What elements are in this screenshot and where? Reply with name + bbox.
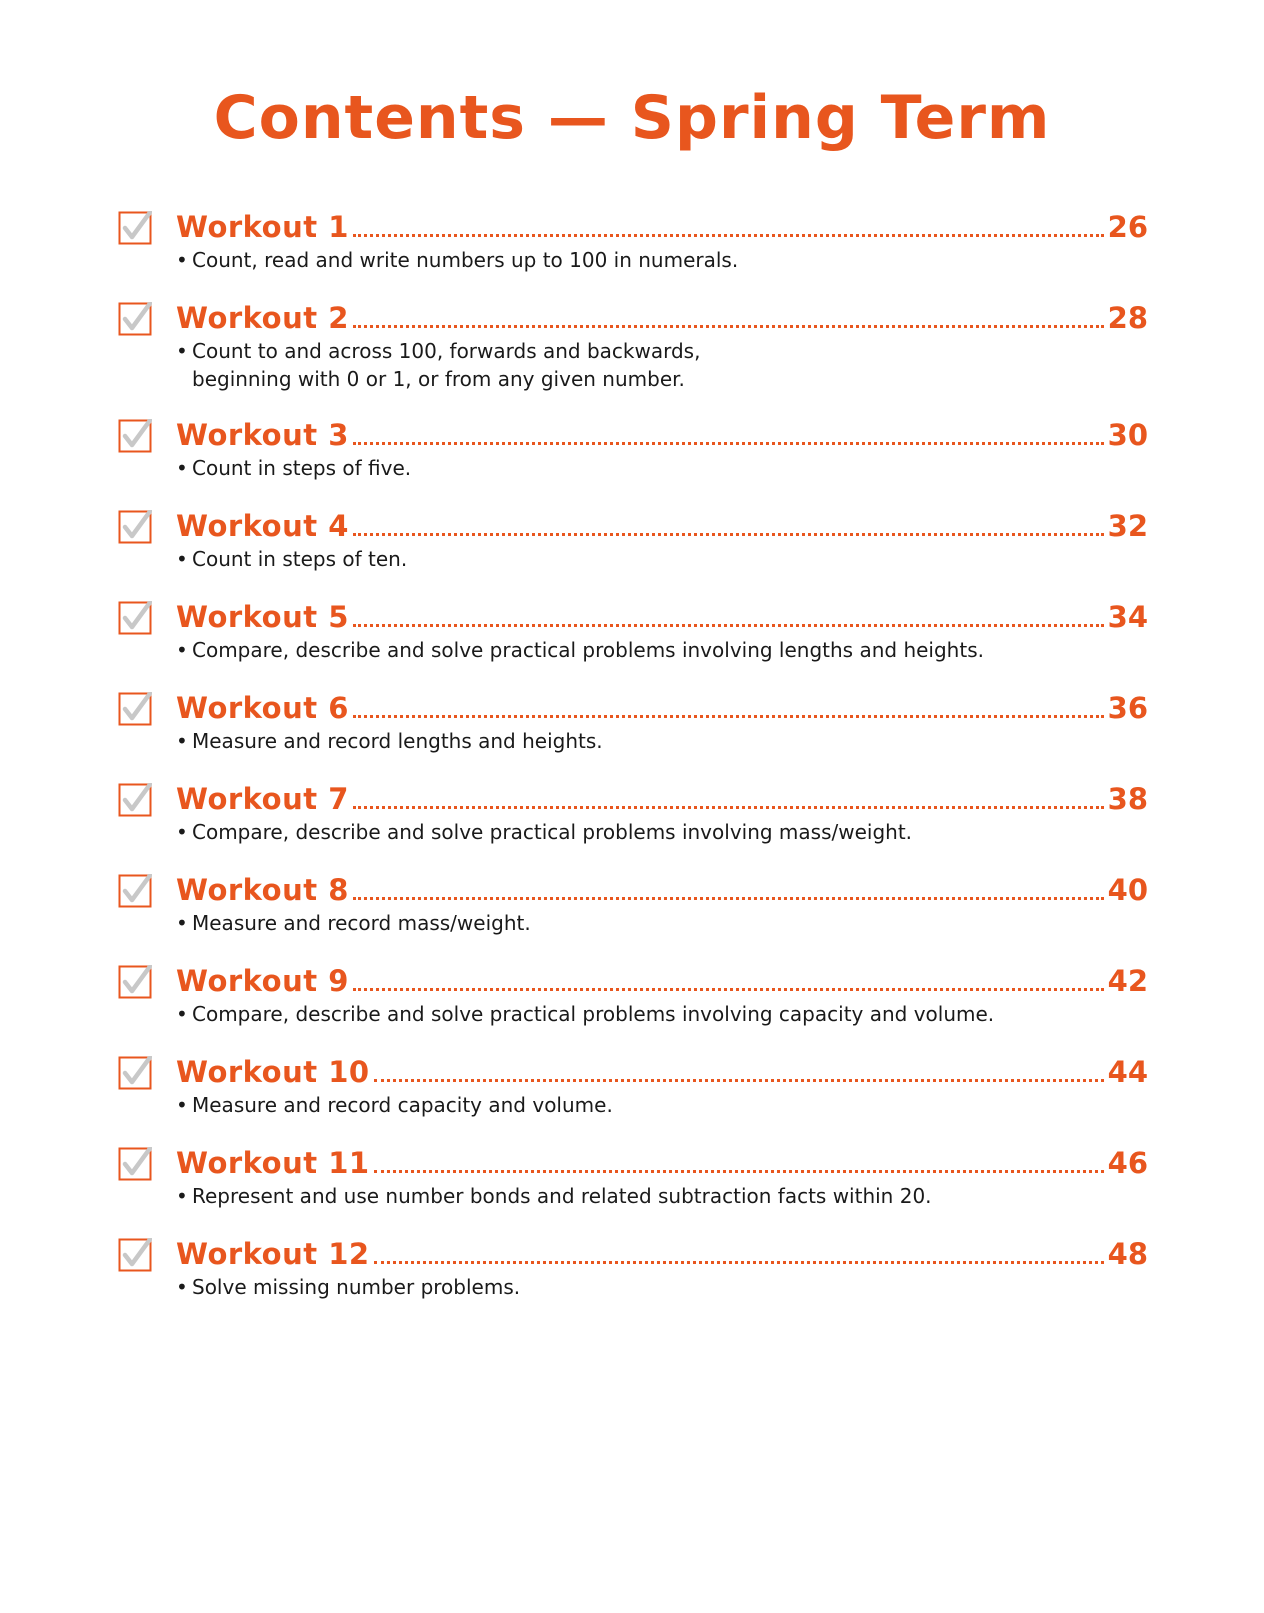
objective-item <box>176 636 984 664</box>
page-number[interactable]: 40 <box>1107 873 1148 907</box>
objective-item <box>176 818 912 846</box>
bullet-icon: • <box>176 1002 188 1026</box>
objective-item <box>176 909 531 937</box>
checkbox-tick-icon[interactable] <box>118 874 152 908</box>
objective-text: Solve missing number problems. <box>192 1275 521 1299</box>
dot-leader <box>353 897 1104 900</box>
page-number[interactable]: 42 <box>1107 964 1148 998</box>
checkbox-tick-icon[interactable] <box>118 1147 152 1181</box>
objective-text: Count, read and write numbers up to 100 in numerals. <box>192 248 739 272</box>
workout-title[interactable]: Workout 4 <box>176 509 349 543</box>
toc-entry-workout-9[interactable] <box>118 957 1148 1048</box>
toc-entry-workout-8[interactable] <box>118 866 1148 957</box>
toc-heading-row <box>176 775 1148 819</box>
page-number[interactable]: 44 <box>1107 1055 1148 1089</box>
page-number[interactable]: 48 <box>1107 1237 1148 1271</box>
dot-leader <box>353 325 1104 328</box>
objective-item <box>176 1091 613 1119</box>
dot-leader <box>353 533 1104 536</box>
dot-leader <box>353 988 1104 991</box>
workout-title[interactable]: Workout 6 <box>176 691 349 725</box>
objective-item <box>176 1000 994 1028</box>
workout-title[interactable]: Workout 11 <box>176 1146 370 1180</box>
toc-heading-row <box>176 1139 1148 1183</box>
bullet-icon: • <box>176 638 188 662</box>
page-number[interactable]: 28 <box>1107 301 1148 335</box>
bullet-icon: • <box>176 729 188 753</box>
objective-item <box>176 727 603 755</box>
objective-item <box>176 246 738 274</box>
toc-heading-row <box>176 502 1148 546</box>
toc-heading-row <box>176 866 1148 910</box>
dot-leader <box>353 442 1104 445</box>
toc-heading-row <box>176 1230 1148 1274</box>
checkbox-tick-icon[interactable] <box>118 211 152 245</box>
objective-text: Measure and record lengths and heights. <box>192 729 603 753</box>
bullet-icon: • <box>176 911 188 935</box>
toc-heading-row <box>176 684 1148 728</box>
dot-leader <box>353 715 1104 718</box>
objective-text: Measure and record mass/weight. <box>192 911 531 935</box>
bullet-icon: • <box>176 1093 188 1117</box>
workout-title[interactable]: Workout 5 <box>176 600 349 634</box>
bullet-icon: • <box>176 547 188 571</box>
dot-leader <box>353 806 1104 809</box>
page-number[interactable]: 36 <box>1107 691 1148 725</box>
workout-title[interactable]: Workout 12 <box>176 1237 370 1271</box>
objective-item <box>176 545 407 573</box>
toc-entry-workout-12[interactable] <box>118 1230 1148 1321</box>
checkbox-tick-icon[interactable] <box>118 783 152 817</box>
page-number[interactable]: 30 <box>1107 418 1148 452</box>
bullet-icon: • <box>176 248 188 272</box>
bullet-icon: • <box>176 1275 188 1299</box>
objective-text: Count in steps of ten. <box>192 547 408 571</box>
objective-text: Measure and record capacity and volume. <box>192 1093 613 1117</box>
objective-item <box>176 454 411 482</box>
dot-leader <box>353 234 1104 237</box>
workout-title[interactable]: Workout 3 <box>176 418 349 452</box>
toc-entry-workout-1[interactable] <box>118 203 1148 294</box>
objective-text: Count to and across 100, forwards and backwards, beginning with 0 or 1, or from any given number. <box>192 339 701 391</box>
page-number[interactable]: 32 <box>1107 509 1148 543</box>
page-number[interactable]: 34 <box>1107 600 1148 634</box>
toc-entry-workout-3[interactable] <box>118 411 1148 502</box>
dot-leader <box>353 624 1104 627</box>
dot-leader <box>374 1261 1104 1264</box>
workout-title[interactable]: Workout 2 <box>176 301 349 335</box>
toc-entry-workout-10[interactable] <box>118 1048 1148 1139</box>
checkbox-tick-icon[interactable] <box>118 965 152 999</box>
toc-heading-row <box>176 1048 1148 1092</box>
checkbox-tick-icon[interactable] <box>118 419 152 453</box>
objective-text: Represent and use number bonds and related subtraction facts within 20. <box>192 1184 932 1208</box>
objective-item <box>176 1273 520 1301</box>
objective-text: Compare, describe and solve practical problems involving lengths and heights. <box>192 638 984 662</box>
dot-leader <box>374 1079 1104 1082</box>
workout-title[interactable]: Workout 1 <box>176 210 349 244</box>
toc-entry-workout-11[interactable] <box>118 1139 1148 1230</box>
toc-entry-workout-2[interactable] <box>118 294 1148 411</box>
workout-title[interactable]: Workout 9 <box>176 964 349 998</box>
bullet-icon: • <box>176 820 188 844</box>
bullet-icon: • <box>176 1184 188 1208</box>
toc-heading-row <box>176 294 1148 338</box>
toc-heading-row <box>176 411 1148 455</box>
workout-title[interactable]: Workout 10 <box>176 1055 370 1089</box>
table-of-contents <box>118 203 1148 1321</box>
toc-entry-workout-4[interactable] <box>118 502 1148 593</box>
objective-item <box>176 1182 932 1210</box>
workout-title[interactable]: Workout 7 <box>176 782 349 816</box>
objective-text: Compare, describe and solve practical problems involving capacity and volume. <box>192 1002 995 1026</box>
toc-heading-row <box>176 203 1148 247</box>
checkbox-tick-icon[interactable] <box>118 601 152 635</box>
dot-leader <box>374 1170 1104 1173</box>
toc-entry-workout-5[interactable] <box>118 593 1148 684</box>
checkbox-tick-icon[interactable] <box>118 1238 152 1272</box>
checkbox-tick-icon[interactable] <box>118 302 152 336</box>
checkbox-tick-icon[interactable] <box>118 510 152 544</box>
objective-item <box>176 337 700 393</box>
page-number[interactable]: 38 <box>1107 782 1148 816</box>
page-number[interactable]: 26 <box>1107 210 1148 244</box>
toc-heading-row <box>176 593 1148 637</box>
workout-title[interactable]: Workout 8 <box>176 873 349 907</box>
checkbox-tick-icon[interactable] <box>118 692 152 726</box>
toc-entry-workout-6[interactable] <box>118 684 1148 775</box>
bullet-icon: • <box>176 339 188 363</box>
page-title: Contents — Spring Term <box>213 83 1051 153</box>
objective-text: Count in steps of five. <box>192 456 412 480</box>
page-number[interactable]: 46 <box>1107 1146 1148 1180</box>
checkbox-tick-icon[interactable] <box>118 1056 152 1090</box>
toc-heading-row <box>176 957 1148 1001</box>
bullet-icon: • <box>176 456 188 480</box>
toc-entry-workout-7[interactable] <box>118 775 1148 866</box>
objective-text: Compare, describe and solve practical problems involving mass/weight. <box>192 820 913 844</box>
